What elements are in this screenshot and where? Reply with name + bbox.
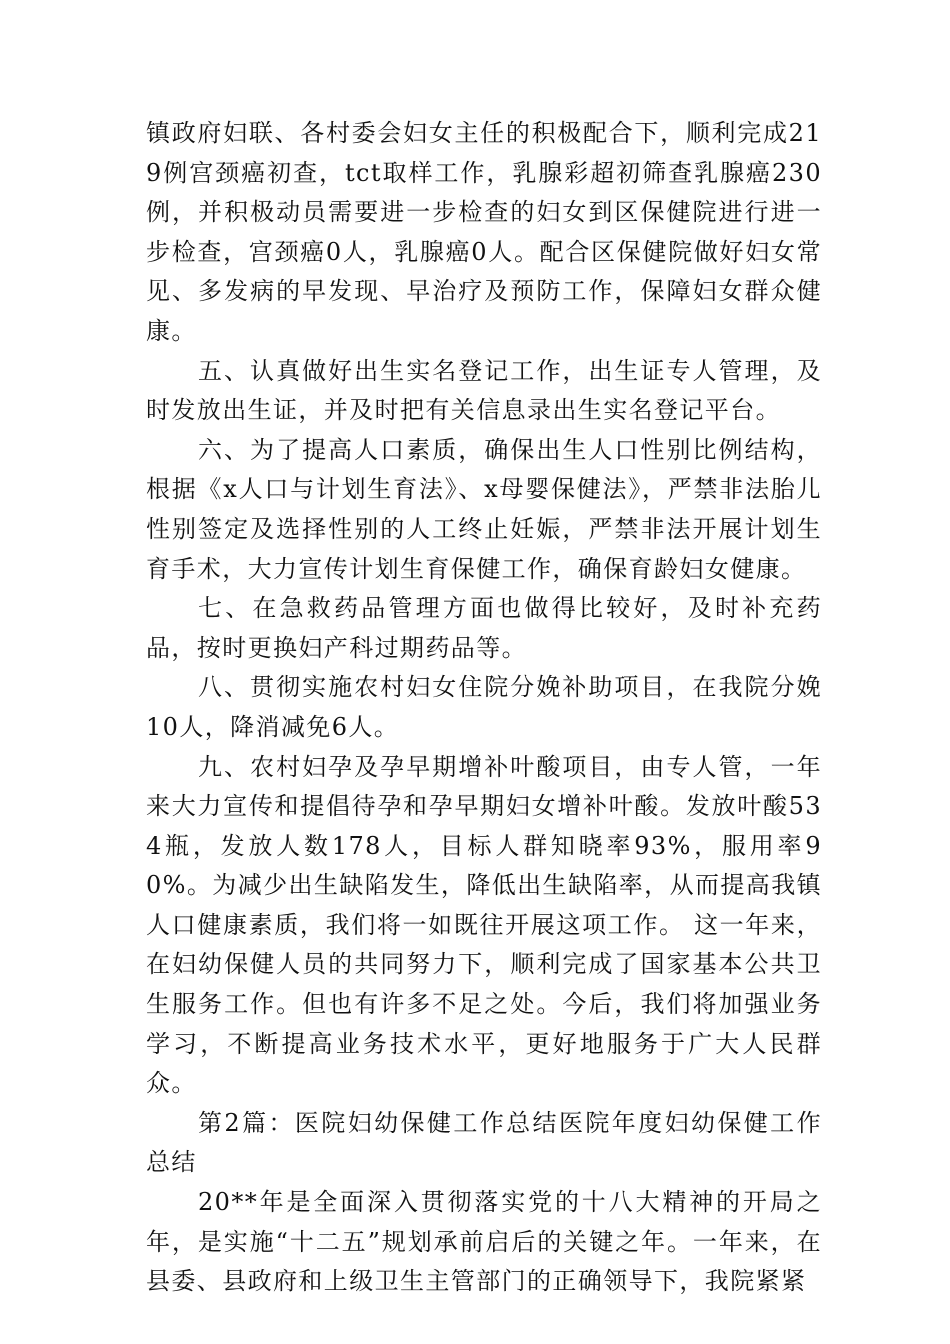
paragraph-item-8: 八、贯彻实施农村妇女住院分娩补助项目，在我院分娩10人，降消减免6人。 <box>146 673 822 741</box>
paragraph-item-6: 六、为了提高人口素质，确保出生人口性别比例结构，根据《x人口与计划生育法》、x母婴保健法》，严禁非法胎儿性别签定及选择性别的人工终止妊娠，严禁非法开展计划生育手术，大力宣传计划生育保健工作，确保育龄妇女健康。 <box>146 435 822 583</box>
paragraph-item-7: 七、在急救药品管理方面也做得比较好，及时补充药品，按时更换妇产科过期药品等。 <box>146 594 822 662</box>
paragraph-item-9: 九、农村妇孕及孕早期增补叶酸项目，由专人管，一年来大力宣传和提倡待孕和孕早期妇女增补叶酸。发放叶酸534瓶，发放人数178人，目标人群知晓率93%，服用率90%。为减少出生缺陷发生，降低出生缺陷率，从而提高我镇人口健康素质，我们将一如既往开展这项工作。 这一年来，在妇幼保健人员的共同努力下，顺利完成了国家基本公共卫生服务工作。但也有许多不足之处。今后，我们将加强业务学习，不断提高业务技术水平，更好地服务于广大人民群众。 <box>146 752 822 1098</box>
paragraph-intro: 20**年是全面深入贯彻落实党的十八大精神的开局之年，是实施“十二五”规划承前启后的关键之年。一年来，在县委、县政府和上级卫生主管部门的正确领导下，我院紧紧 <box>146 1188 822 1296</box>
document-body <box>146 114 822 1302</box>
section-heading: 第2篇：医院妇幼保健工作总结医院年度妇幼保健工作总结 <box>146 1108 822 1177</box>
paragraph-item-5: 五、认真做好出生实名登记工作，出生证专人管理，及时发放出生证，并及时把有关信息录出生实名登记平台。 <box>146 356 822 425</box>
paragraph-continuation: 镇政府妇联、各村委会妇女主任的积极配合下，顺利完成219例宫颈癌初查，tct取样工作，乳腺彩超初筛查乳腺癌230例，并积极动员需要进一步检查的妇女到区保健院进行进一步检查，宫颈癌0人，乳腺癌0人。配合区保健院做好妇女常见、多发病的早发现、早治疗及预防工作，保障妇女群众健康。 <box>146 119 822 345</box>
